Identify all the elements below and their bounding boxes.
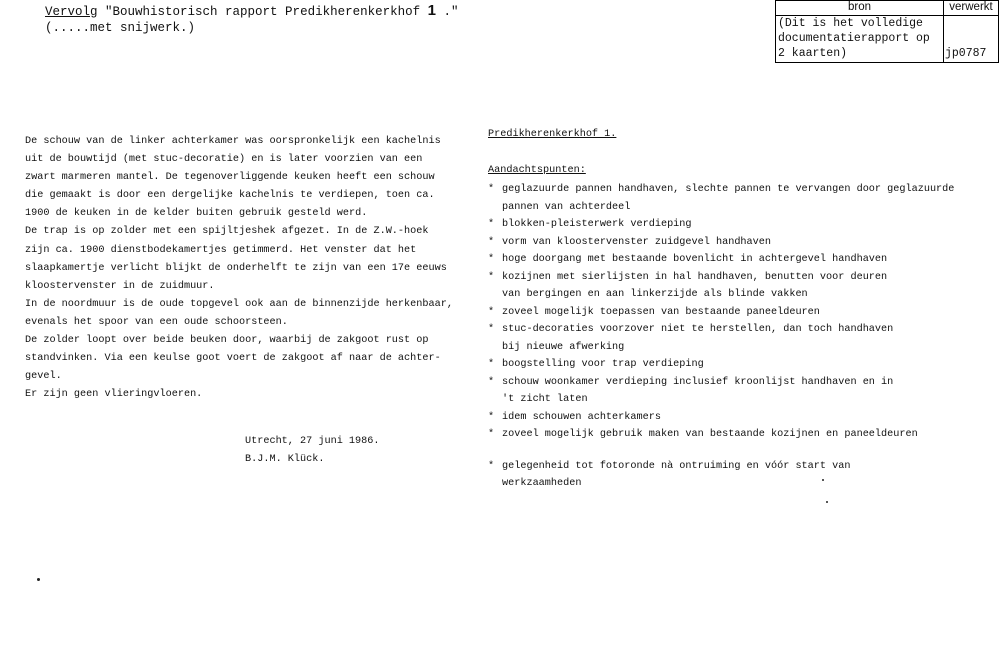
attention-point-item <box>488 216 958 234</box>
attention-point-text: kozijnen met sierlijsten in hal handhaven, benutten voor deuren van bergingen en aan linkerzijde als blinde vakken <box>502 271 888 300</box>
body-text-line: gevel. <box>25 371 62 383</box>
body-text-line: 1900 de keuken in de kelder buiten gebruik gesteld werd. <box>25 208 368 220</box>
attention-point-text: gelegenheid tot fotoronde nà ontruiming en vóór start van werkzaamheden <box>502 460 851 489</box>
document-header <box>45 3 458 36</box>
place-date: Utrecht, 27 juni 1986. <box>245 436 380 447</box>
address-title: Predikherenkerkhof 1. <box>488 129 617 140</box>
bullet-icon: * <box>488 359 495 370</box>
bullet-icon: * <box>488 254 495 265</box>
attention-point-text: geglazuurde pannen handhaven, slechte pannen te vervangen door geglazuurde pannen van achterdeel <box>502 184 955 213</box>
scan-speck <box>822 479 824 481</box>
attention-points-list <box>488 181 958 493</box>
attention-point-item <box>488 374 958 409</box>
bullet-icon: * <box>488 271 495 283</box>
signature-block <box>245 433 380 469</box>
attention-point-item <box>488 251 958 269</box>
body-text-line: uit de bouwtijd (met stuc-decoratie) en is later voorzien van een <box>25 154 423 166</box>
body-text-line: Er zijn geen vlieringvloeren. <box>25 389 203 401</box>
attention-point-item <box>488 458 958 493</box>
bron-box <box>775 0 999 63</box>
scan-speck <box>37 578 40 581</box>
body-text-line: standvinken. Via een keulse goot voert de zakgoot af naar de achter- <box>25 353 441 365</box>
attention-point-text: boogstelling voor trap verdieping <box>502 359 704 370</box>
attention-point-item <box>488 304 958 322</box>
body-text-line: slaapkamertje verlicht blijkt de onderhelft te zijn van een 17e eeuws <box>25 262 447 274</box>
body-text-line: evenals het spoor van een oude schoorsteen. <box>25 316 288 328</box>
attention-point-item <box>488 321 958 356</box>
attention-point-text: idem schouwen achterkamers <box>502 411 661 423</box>
body-text-line: In de noordmuur is de oude topgevel ook aan de binnenzijde herkenbaar, <box>25 298 453 310</box>
body-text-line: kloostervenster in de zuidmuur. <box>25 280 215 292</box>
author-name: B.J.M. Klück. <box>245 454 325 465</box>
bullet-icon: * <box>488 429 495 440</box>
bullet-icon: * <box>488 460 495 472</box>
attention-point-text: stuc-decoraties voorzover niet te herstellen, dan toch handhaven bij nieuwe afwerking <box>502 324 894 353</box>
vervolg-label: Vervolg <box>45 5 98 19</box>
bullet-icon: * <box>488 306 495 318</box>
attention-points-heading: Aandachtspunten: <box>488 164 586 176</box>
attention-point-text: schouw woonkamer verdieping inclusief kroonlijst handhaven en in 't zicht laten <box>502 376 894 405</box>
attention-point-text: vorm van kloostervenster zuidgevel handhaven <box>502 236 771 248</box>
body-text-line: die gemaakt is door een dergelijke kachelnis te verdiepen, toen ca. <box>25 190 435 202</box>
report-title-part1: "Bouwhistorisch rapport Predikherenkerkhof <box>105 5 428 19</box>
bron-header: bron <box>776 1 943 16</box>
report-title-part2: ." <box>435 5 459 19</box>
right-attention-points <box>488 126 958 493</box>
verwerkt-header: verwerkt <box>943 1 999 16</box>
attention-point-item <box>488 181 958 216</box>
bullet-icon: * <box>488 184 495 195</box>
bullet-icon: * <box>488 236 495 248</box>
archive-code: jp0787 <box>945 47 987 60</box>
bullet-icon: * <box>488 411 495 423</box>
bullet-icon: * <box>488 219 495 230</box>
attention-point-item <box>488 234 958 252</box>
body-text-line: zwart marmeren mantel. De tegenoverliggende keuken heeft een schouw <box>25 172 435 184</box>
bullet-icon: * <box>488 324 495 335</box>
attention-point-item <box>488 356 958 374</box>
attention-point-text: hoge doorgang met bestaande bovenlicht in achtergevel handhaven <box>502 254 888 265</box>
report-subtitle: (.....met snijwerk.) <box>45 21 196 35</box>
bron-text: (Dit is het volledige documentatierapport op 2 kaarten) <box>778 17 930 60</box>
bullet-icon: * <box>488 376 495 388</box>
body-text-line: De zolder loopt over beide beuken door, waarbij de zakgoot rust op <box>25 335 429 347</box>
attention-point-text: zoveel mogelijk toepassen van bestaande paneeldeuren <box>502 306 820 318</box>
report-title-number: 1 <box>427 2 436 19</box>
attention-point-text: blokken-pleisterwerk verdieping <box>502 219 692 230</box>
attention-point-item <box>488 269 958 304</box>
left-body-text <box>25 133 455 404</box>
attention-point-item <box>488 409 958 427</box>
scan-speck <box>826 501 828 503</box>
attention-point-text: zoveel mogelijk gebruik maken van bestaande kozijnen en paneeldeuren <box>502 429 918 440</box>
body-text-line: zijn ca. 1900 dienstbodekamertjes getimmerd. Het venster dat het <box>25 244 417 256</box>
attention-point-item <box>488 426 958 444</box>
body-text-line: De schouw van de linker achterkamer was oorspronkelijk een kachelnis <box>25 136 441 147</box>
body-text-line: De trap is op zolder met een spijltjeshek afgezet. In de Z.W.-hoek <box>25 226 429 238</box>
